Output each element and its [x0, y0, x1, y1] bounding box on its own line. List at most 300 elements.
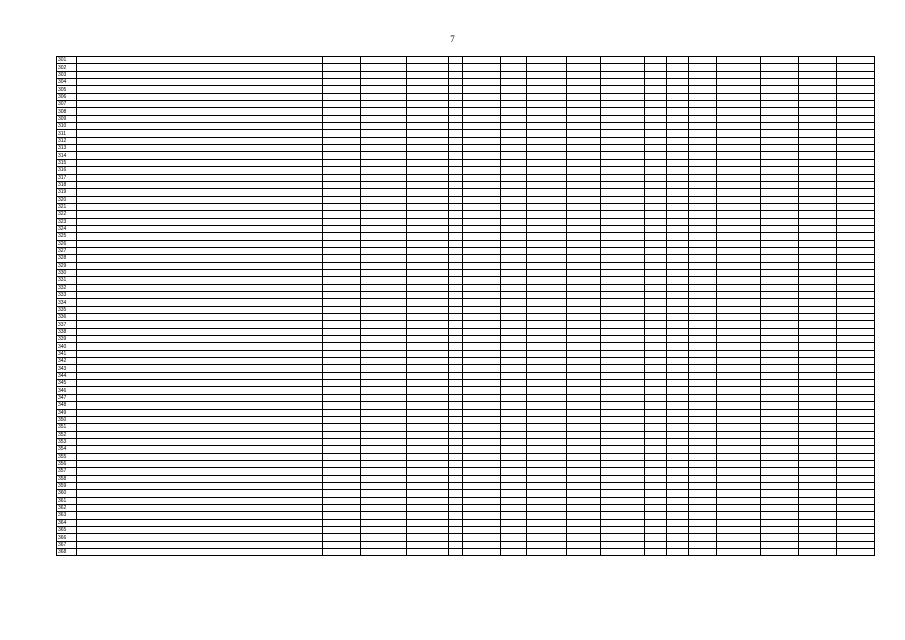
table-cell — [689, 306, 717, 313]
ledger-body — [57, 57, 875, 556]
table-cell — [761, 372, 799, 379]
table-cell — [323, 211, 361, 218]
table-cell — [463, 174, 501, 181]
table-cell — [567, 181, 601, 188]
table-cell — [501, 174, 527, 181]
row-number: 338 — [57, 328, 77, 335]
table-cell — [527, 255, 567, 262]
table-cell — [361, 468, 407, 475]
table-cell — [323, 438, 361, 445]
table-row — [57, 79, 875, 86]
table-cell — [717, 504, 761, 511]
table-row — [57, 328, 875, 335]
table-cell — [799, 255, 837, 262]
table-row — [57, 314, 875, 321]
table-cell — [407, 277, 449, 284]
table-cell — [689, 167, 717, 174]
table-cell — [463, 86, 501, 93]
table-cell — [407, 299, 449, 306]
table-cell — [799, 424, 837, 431]
table-cell — [645, 269, 667, 276]
table-cell — [323, 203, 361, 210]
table-cell — [799, 409, 837, 416]
table-cell — [761, 306, 799, 313]
table-cell — [527, 159, 567, 166]
table-cell — [645, 343, 667, 350]
table-cell — [527, 57, 567, 64]
row-number: 365 — [57, 527, 77, 534]
table-cell — [645, 446, 667, 453]
table-cell — [837, 255, 875, 262]
table-cell — [527, 358, 567, 365]
table-cell — [837, 336, 875, 343]
table-cell — [601, 321, 645, 328]
table-cell — [601, 475, 645, 482]
table-cell — [645, 519, 667, 526]
table-row — [57, 497, 875, 504]
table-row — [57, 137, 875, 144]
table-cell — [689, 504, 717, 511]
table-cell — [323, 328, 361, 335]
row-number: 355 — [57, 453, 77, 460]
table-cell — [645, 431, 667, 438]
table-cell — [689, 350, 717, 357]
table-cell — [761, 269, 799, 276]
table-cell — [449, 402, 463, 409]
row-number: 306 — [57, 93, 77, 100]
table-cell — [361, 512, 407, 519]
table-cell — [77, 380, 323, 387]
table-cell — [645, 504, 667, 511]
table-cell — [799, 145, 837, 152]
table-cell — [501, 314, 527, 321]
table-cell — [799, 57, 837, 64]
table-cell — [323, 394, 361, 401]
table-cell — [501, 292, 527, 299]
table-cell — [837, 482, 875, 489]
table-cell — [645, 475, 667, 482]
table-cell — [601, 145, 645, 152]
table-cell — [761, 314, 799, 321]
table-cell — [717, 86, 761, 93]
table-cell — [667, 145, 689, 152]
table-cell — [717, 438, 761, 445]
row-number: 349 — [57, 409, 77, 416]
row-number: 331 — [57, 277, 77, 284]
table-cell — [407, 93, 449, 100]
table-cell — [407, 409, 449, 416]
table-cell — [567, 269, 601, 276]
table-cell — [501, 549, 527, 556]
table-cell — [449, 218, 463, 225]
table-cell — [689, 446, 717, 453]
table-cell — [837, 372, 875, 379]
table-cell — [527, 101, 567, 108]
table-cell — [761, 541, 799, 548]
table-cell — [667, 277, 689, 284]
table-cell — [761, 358, 799, 365]
table-cell — [761, 519, 799, 526]
table-cell — [567, 549, 601, 556]
row-number: 320 — [57, 196, 77, 203]
table-cell — [799, 79, 837, 86]
table-cell — [667, 541, 689, 548]
table-cell — [567, 343, 601, 350]
table-cell — [501, 299, 527, 306]
table-cell — [667, 372, 689, 379]
table-cell — [449, 247, 463, 254]
table-cell — [463, 482, 501, 489]
table-cell — [323, 247, 361, 254]
table-cell — [407, 541, 449, 548]
table-cell — [601, 453, 645, 460]
table-cell — [527, 409, 567, 416]
table-cell — [501, 394, 527, 401]
table-cell — [645, 527, 667, 534]
table-cell — [323, 306, 361, 313]
table-cell — [601, 57, 645, 64]
table-cell — [799, 123, 837, 130]
table-cell — [361, 233, 407, 240]
table-cell — [501, 196, 527, 203]
table-cell — [761, 152, 799, 159]
table-cell — [527, 519, 567, 526]
table-cell — [407, 262, 449, 269]
table-cell — [567, 468, 601, 475]
table-cell — [567, 372, 601, 379]
row-number: 347 — [57, 394, 77, 401]
table-cell — [761, 343, 799, 350]
table-cell — [667, 57, 689, 64]
table-cell — [667, 431, 689, 438]
table-cell — [77, 93, 323, 100]
table-cell — [463, 336, 501, 343]
table-cell — [77, 416, 323, 423]
table-cell — [407, 497, 449, 504]
table-cell — [501, 79, 527, 86]
table-cell — [645, 262, 667, 269]
table-cell — [717, 365, 761, 372]
table-cell — [645, 460, 667, 467]
table-cell — [407, 233, 449, 240]
table-cell — [799, 534, 837, 541]
table-cell — [717, 482, 761, 489]
table-cell — [449, 438, 463, 445]
row-number: 301 — [57, 57, 77, 64]
table-cell — [717, 137, 761, 144]
table-cell — [501, 350, 527, 357]
table-cell — [463, 497, 501, 504]
table-cell — [601, 277, 645, 284]
table-cell — [77, 402, 323, 409]
table-cell — [689, 475, 717, 482]
table-cell — [527, 137, 567, 144]
table-cell — [837, 152, 875, 159]
table-cell — [799, 490, 837, 497]
table-cell — [449, 181, 463, 188]
table-cell — [689, 512, 717, 519]
table-cell — [323, 475, 361, 482]
table-cell — [463, 211, 501, 218]
table-cell — [463, 416, 501, 423]
table-cell — [407, 380, 449, 387]
table-cell — [463, 159, 501, 166]
table-cell — [601, 519, 645, 526]
table-cell — [449, 541, 463, 548]
table-cell — [361, 358, 407, 365]
table-cell — [527, 203, 567, 210]
table-cell — [601, 438, 645, 445]
table-cell — [799, 431, 837, 438]
table-cell — [799, 137, 837, 144]
table-cell — [837, 460, 875, 467]
table-cell — [601, 460, 645, 467]
table-cell — [501, 409, 527, 416]
table-cell — [361, 196, 407, 203]
table-cell — [837, 108, 875, 115]
table-cell — [689, 137, 717, 144]
table-cell — [689, 247, 717, 254]
table-cell — [449, 86, 463, 93]
table-row — [57, 468, 875, 475]
table-cell — [717, 402, 761, 409]
table-cell — [463, 277, 501, 284]
table-cell — [799, 130, 837, 137]
table-cell — [463, 189, 501, 196]
table-cell — [449, 269, 463, 276]
table-cell — [361, 240, 407, 247]
table-cell — [717, 314, 761, 321]
table-cell — [761, 438, 799, 445]
table-cell — [323, 115, 361, 122]
table-cell — [667, 365, 689, 372]
table-cell — [601, 174, 645, 181]
table-cell — [761, 115, 799, 122]
table-cell — [667, 336, 689, 343]
table-cell — [77, 167, 323, 174]
table-cell — [527, 145, 567, 152]
table-cell — [361, 137, 407, 144]
table-cell — [645, 512, 667, 519]
table-cell — [407, 255, 449, 262]
table-cell — [449, 512, 463, 519]
table-cell — [407, 358, 449, 365]
table-cell — [527, 336, 567, 343]
table-row — [57, 292, 875, 299]
table-cell — [463, 233, 501, 240]
table-cell — [407, 57, 449, 64]
table-cell — [501, 519, 527, 526]
table-cell — [601, 167, 645, 174]
table-cell — [667, 159, 689, 166]
table-cell — [501, 181, 527, 188]
table-cell — [645, 123, 667, 130]
table-cell — [645, 277, 667, 284]
table-cell — [667, 130, 689, 137]
table-cell — [463, 519, 501, 526]
table-cell — [601, 424, 645, 431]
table-cell — [463, 460, 501, 467]
table-cell — [449, 306, 463, 313]
row-number: 345 — [57, 380, 77, 387]
table-cell — [761, 475, 799, 482]
table-cell — [567, 438, 601, 445]
table-cell — [323, 159, 361, 166]
table-cell — [407, 189, 449, 196]
table-cell — [77, 460, 323, 467]
table-row — [57, 482, 875, 489]
table-cell — [407, 159, 449, 166]
table-cell — [323, 519, 361, 526]
table-cell — [667, 225, 689, 232]
table-cell — [667, 262, 689, 269]
table-cell — [567, 57, 601, 64]
table-cell — [799, 460, 837, 467]
table-cell — [601, 123, 645, 130]
table-cell — [449, 167, 463, 174]
table-cell — [799, 101, 837, 108]
table-cell — [77, 211, 323, 218]
table-row — [57, 409, 875, 416]
table-cell — [323, 534, 361, 541]
table-cell — [449, 328, 463, 335]
row-number: 330 — [57, 269, 77, 276]
table-cell — [645, 321, 667, 328]
table-cell — [645, 424, 667, 431]
table-cell — [407, 416, 449, 423]
table-cell — [361, 247, 407, 254]
table-cell — [323, 402, 361, 409]
table-row — [57, 64, 875, 71]
table-cell — [761, 262, 799, 269]
table-cell — [527, 174, 567, 181]
table-cell — [601, 512, 645, 519]
table-cell — [407, 446, 449, 453]
table-cell — [837, 365, 875, 372]
table-cell — [77, 79, 323, 86]
row-number: 348 — [57, 402, 77, 409]
table-cell — [323, 387, 361, 394]
table-cell — [361, 372, 407, 379]
table-cell — [601, 549, 645, 556]
table-cell — [463, 372, 501, 379]
table-cell — [501, 336, 527, 343]
table-cell — [527, 93, 567, 100]
table-cell — [799, 512, 837, 519]
table-cell — [407, 527, 449, 534]
table-cell — [717, 541, 761, 548]
table-cell — [77, 137, 323, 144]
table-cell — [601, 115, 645, 122]
table-cell — [799, 269, 837, 276]
table-cell — [601, 482, 645, 489]
table-cell — [667, 497, 689, 504]
table-cell — [463, 203, 501, 210]
table-cell — [77, 159, 323, 166]
table-cell — [407, 145, 449, 152]
table-row — [57, 86, 875, 93]
table-cell — [407, 130, 449, 137]
table-cell — [837, 284, 875, 291]
row-number: 358 — [57, 475, 77, 482]
table-cell — [323, 277, 361, 284]
table-cell — [449, 284, 463, 291]
table-cell — [567, 416, 601, 423]
table-cell — [645, 64, 667, 71]
table-cell — [645, 137, 667, 144]
row-number: 357 — [57, 468, 77, 475]
table-cell — [689, 453, 717, 460]
row-number: 363 — [57, 512, 77, 519]
table-cell — [667, 402, 689, 409]
table-cell — [501, 306, 527, 313]
table-cell — [407, 453, 449, 460]
table-cell — [501, 438, 527, 445]
table-cell — [449, 460, 463, 467]
table-row — [57, 269, 875, 276]
table-cell — [361, 534, 407, 541]
table-cell — [717, 292, 761, 299]
table-cell — [601, 358, 645, 365]
table-cell — [77, 519, 323, 526]
table-cell — [407, 365, 449, 372]
table-cell — [77, 86, 323, 93]
table-cell — [567, 350, 601, 357]
table-cell — [527, 482, 567, 489]
table-cell — [527, 350, 567, 357]
table-cell — [667, 549, 689, 556]
table-cell — [463, 321, 501, 328]
table-cell — [361, 269, 407, 276]
table-cell — [837, 196, 875, 203]
table-cell — [667, 196, 689, 203]
table-cell — [717, 181, 761, 188]
table-cell — [837, 145, 875, 152]
table-cell — [717, 475, 761, 482]
table-cell — [837, 57, 875, 64]
table-row — [57, 438, 875, 445]
table-row — [57, 416, 875, 423]
row-number: 359 — [57, 482, 77, 489]
table-cell — [407, 152, 449, 159]
table-cell — [463, 64, 501, 71]
table-cell — [689, 159, 717, 166]
table-cell — [567, 504, 601, 511]
table-cell — [689, 409, 717, 416]
table-cell — [717, 159, 761, 166]
table-cell — [761, 497, 799, 504]
table-cell — [667, 460, 689, 467]
table-cell — [527, 277, 567, 284]
table-cell — [323, 372, 361, 379]
table-cell — [449, 343, 463, 350]
table-cell — [361, 475, 407, 482]
table-row — [57, 174, 875, 181]
table-cell — [645, 247, 667, 254]
table-cell — [567, 541, 601, 548]
table-cell — [501, 108, 527, 115]
table-cell — [463, 123, 501, 130]
table-cell — [645, 372, 667, 379]
table-cell — [645, 453, 667, 460]
table-row — [57, 145, 875, 152]
table-cell — [527, 64, 567, 71]
table-cell — [645, 292, 667, 299]
table-cell — [601, 372, 645, 379]
row-number: 318 — [57, 181, 77, 188]
table-cell — [323, 380, 361, 387]
table-cell — [567, 167, 601, 174]
